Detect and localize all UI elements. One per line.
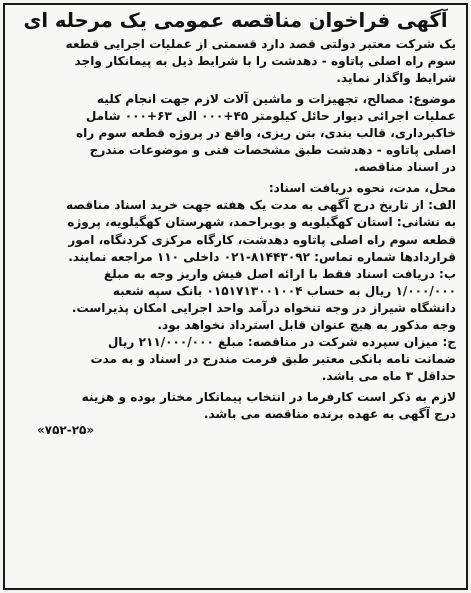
subject-line: موضوع: مصالح، تجهیزات و ماشین آلات لازم جهت انجام کلیه (96, 92, 456, 107)
section-b-line: وجه مذکور به هیچ عنوان قابل استرداد نخواهد بود. (157, 317, 456, 332)
subject-line: خاکبرداری، قالب بندی، بتن ریزی، واقع در پروژه قطعه سوم راه (76, 126, 456, 141)
intro-line: یک شرکت معتبر دولتی قصد دارد قسمتی از عملیات اجرایی قطعه (65, 37, 456, 51)
section-a-line: به نشانی: استان کهگیلویه و بویراحمد، شهرستان کهگیلویه، پروژه (67, 215, 456, 230)
subject-paragraph (15, 91, 456, 176)
intro-line: سوم راه اصلی پاتاوه - دهدشت را با شرایط ذیل به پیمانکار واجد (74, 54, 456, 69)
advertisement-box (3, 3, 468, 590)
section-c-line: ج: میزان سپرده شرکت در مناقصه: مبلغ ۲۱۱/۰۰۰/۰۰۰ ریال (107, 334, 456, 349)
subject-line: در اسناد مناقصه. (353, 160, 456, 175)
closing-line: درج آگهی به عهده برنده مناقصه می باشد. (203, 406, 456, 421)
section-c-line: ضمانت نامه بانکی معتبر طبق فرمت مندرج در اسناد و به مدت (90, 351, 456, 366)
section-a-line: قراردادها شماره تماس: ۸۱۴۴۳۰۹۲-۰۲۱ داخلی ۱۱۰ مراجعه نمایند. (68, 249, 456, 264)
section-b-line: ب: دریافت اسناد فقط با ارائه اصل فیش واریز وجه به مبلغ (103, 266, 456, 281)
ad-code: «۷۵۲-۲۵» (37, 423, 95, 438)
subject-line: عملیات اجرائی دیوار حائل کیلومتر ۴۵+۰۰۰ الی ۶۳+۰۰۰ شامل (85, 109, 456, 124)
section-b-line: دانشگاه شیراز در وجه تنخواه درآمد واحد اجرایی امکان پذیراست. (71, 300, 456, 315)
place-heading-line: محل، مدت، نحوه دریافت اسناد: (268, 181, 456, 196)
intro-paragraph (15, 36, 456, 87)
ad-title: آگهی فراخوان مناقصه عمومی یک مرحله ای (23, 9, 448, 32)
closing-line: لازم به ذکر است کارفرما در انتخاب پیمانکار مختار بوده و هزینه (81, 389, 456, 404)
section-a-line: الف: از تاریخ درج آگهی به مدت یک هفته جهت خرید اسناد مناقصه (65, 198, 456, 213)
closing-paragraph (15, 389, 456, 423)
section-c-paragraph (15, 334, 456, 385)
intro-line: شرایط واگذار نماید. (336, 71, 456, 86)
section-a-line: قطعه سوم راه اصلی پاتاوه دهدشت، کارگاه مرکزی کردنگاه، امور (68, 232, 456, 247)
subject-line: اصلی پاتاوه - دهدشت طبق مشخصات فنی و موضوعات مندرج (89, 143, 456, 158)
place-heading (15, 180, 456, 197)
section-c-line: حداقل ۳ ماه می باشد. (321, 368, 456, 383)
section-a-paragraph (15, 197, 456, 265)
section-b-line: ۱/۰۰۰/۰۰۰ ریال به حساب ۰۱۵۱۷۱۳۰۰۱۰۰۴ بانک سپه شعبه (112, 283, 456, 298)
section-b-paragraph (15, 266, 456, 334)
